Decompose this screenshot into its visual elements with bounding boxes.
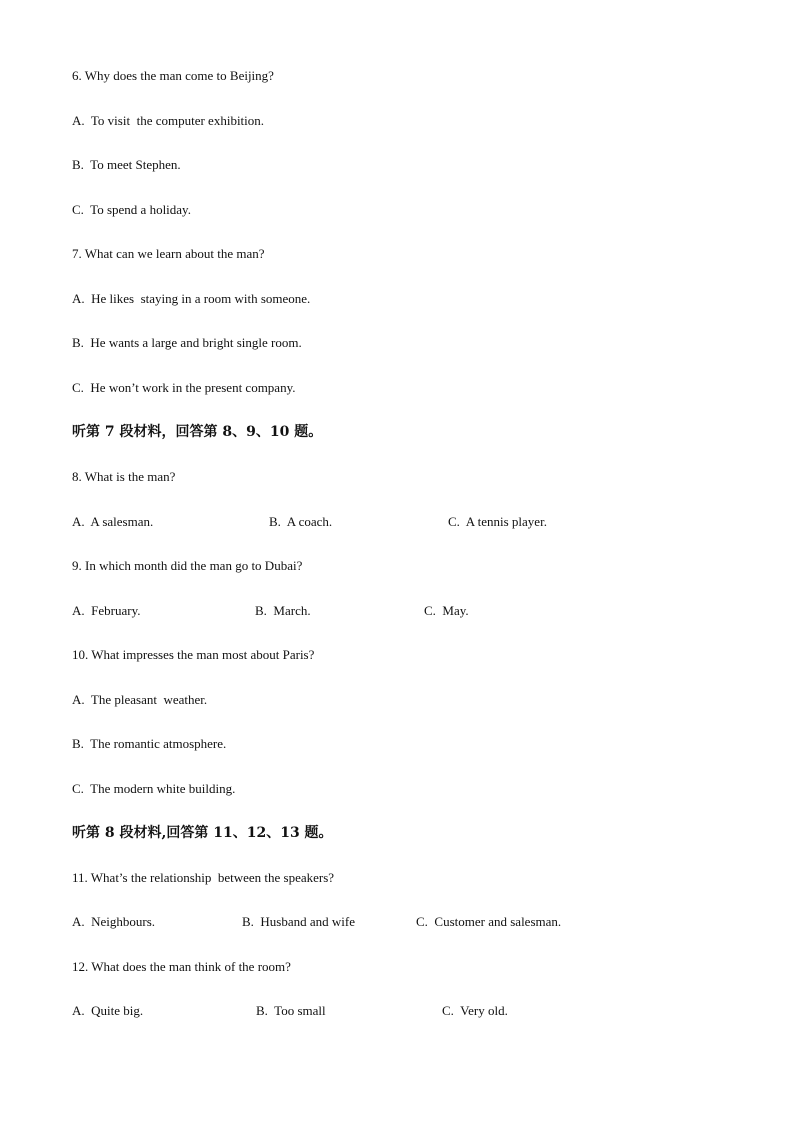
q11-option-c: C. Customer and salesman. bbox=[416, 914, 562, 929]
q9-option-c: C. May. bbox=[424, 603, 469, 618]
q6-option-b: B. To meet Stephen. bbox=[72, 157, 181, 172]
question-10: 10. What impresses the man most about Paris? bbox=[72, 647, 315, 662]
question-9: 9. In which month did the man go to Dubai? bbox=[72, 558, 303, 573]
question-6: 6. Why does the man come to Beijing? bbox=[72, 68, 274, 83]
q6-option-a: A. To visit the computer exhibition. bbox=[72, 113, 265, 128]
question-12: 12. What does the man think of the room? bbox=[72, 959, 291, 974]
question-11: 11. What’s the relationship between the speakers? bbox=[72, 870, 335, 885]
q10-option-a: A. The pleasant weather. bbox=[72, 692, 208, 707]
q6-option-c: C. To spend a holiday. bbox=[72, 202, 191, 217]
q10-option-b: B. The romantic atmosphere. bbox=[72, 736, 227, 751]
question-8: 8. What is the man? bbox=[72, 469, 176, 484]
q8-option-c: C. A tennis player. bbox=[448, 514, 547, 529]
q7-option-a: A. He likes staying in a room with someone. bbox=[72, 291, 311, 306]
q7-option-b: B. He wants a large and bright single room. bbox=[72, 335, 302, 350]
q11-option-b: B. Husband and wife bbox=[242, 914, 356, 929]
q10-option-c: C. The modern white building. bbox=[72, 781, 236, 796]
q9-option-a: A. February. bbox=[72, 603, 141, 618]
section-8-heading: 听第 8 段材料,回答第 11、12、13 题。 bbox=[72, 825, 333, 841]
q12-option-a: A. Quite big. bbox=[72, 1003, 144, 1018]
section-7-heading: 听第 7 段材料，回答第 8、9、10 题。 bbox=[72, 424, 323, 440]
q12-option-c: C. Very old. bbox=[442, 1003, 508, 1018]
q8-option-b: B. A coach. bbox=[269, 514, 333, 529]
q7-option-c: C. He won’t work in the present company. bbox=[72, 380, 296, 395]
q8-option-a: A. A salesman. bbox=[72, 514, 154, 529]
question-7: 7. What can we learn about the man? bbox=[72, 246, 265, 261]
q9-option-b: B. March. bbox=[255, 603, 311, 618]
q11-option-a: A. Neighbours. bbox=[72, 914, 156, 929]
q12-option-b: B. Too small bbox=[256, 1003, 326, 1018]
